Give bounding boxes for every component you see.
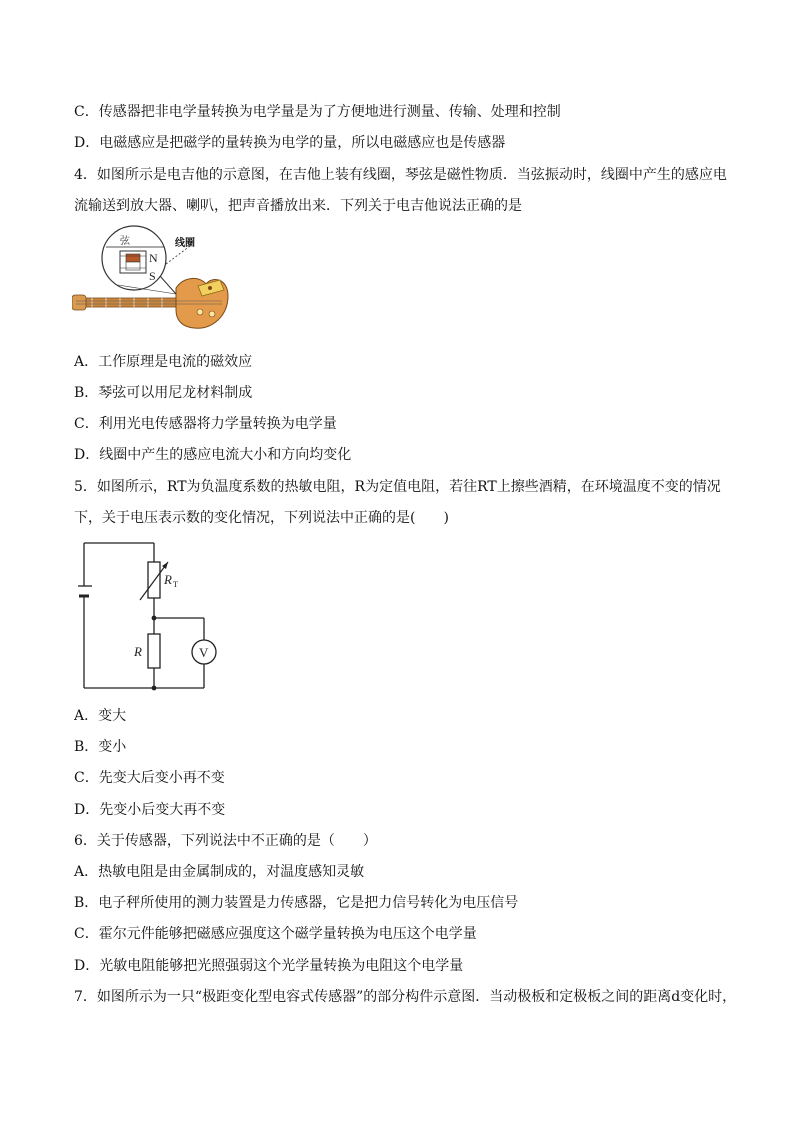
thermistor-label-subscript: T xyxy=(173,580,178,589)
q4-stem-line-1: 4．如图所示是电吉他的示意图，在吉他上装有线圈，琴弦是磁性物质．当弦振动时，线圈中产生的感应电 xyxy=(74,167,727,183)
south-pole-label: S xyxy=(149,269,156,283)
north-pole-label: N xyxy=(149,251,158,265)
resistor-label: R xyxy=(134,644,142,659)
q6-option-d: D．光敏电阻能够把光照强弱这个光学量转换为电阻这个电学量 xyxy=(74,958,464,974)
q7-stem-line-1: 7．如图所示为一只“极距变化型电容式传感器”的部分构件示意图．当动极板和定极板之间的距离d变化时， xyxy=(74,989,737,1005)
q5-option-a: A．变大 xyxy=(74,708,127,724)
fixed-resistor-r xyxy=(148,634,160,668)
q3-option-d: D．电磁感应是把磁学的量转换为电学的量，所以电磁感应也是传感器 xyxy=(74,135,506,151)
q5-option-d: D．先变小后变大再不变 xyxy=(74,802,226,818)
circuit-diagram xyxy=(78,538,228,694)
q6-option-b: B．电子秤所使用的测力装置是力传感器，它是把力信号转化为电压信号 xyxy=(74,895,519,911)
voltmeter-label: V xyxy=(199,645,209,660)
q3-option-c: C．传感器把非电学量转换为电学量是为了方便地进行测量、传输、处理和控制 xyxy=(74,104,561,120)
string-label: 弦 xyxy=(120,236,130,247)
q6-option-a: A．热敏电阻是由金属制成的，对温度感知灵敏 xyxy=(74,864,365,880)
q5-option-b: B．变小 xyxy=(74,739,127,755)
thermistor-label: R xyxy=(164,572,172,587)
q6-stem: 6．关于传感器，下列说法中不正确的是（ ） xyxy=(74,833,377,849)
q4-stem-line-2: 流输送到放大器、喇叭，把声音播放出来．下列关于电吉他说法正确的是 xyxy=(74,198,522,214)
q5-stem-line-2: 下，关于电压表示数的变化情况，下列说法中正确的是( ) xyxy=(74,510,449,526)
q4-option-d: D．线圈中产生的感应电流大小和方向均变化 xyxy=(74,447,352,463)
electric-guitar-figure xyxy=(72,224,232,336)
q5-stem-line-1: 5．如图所示，RT为负温度系数的热敏电阻，R为定值电阻，若往RT上擦些酒精，在环境温度不变的情况 xyxy=(74,479,721,495)
q4-option-a: A．工作原理是电流的磁效应 xyxy=(74,354,253,370)
q4-option-c: C．利用光电传感器将力学量转换为电学量 xyxy=(74,416,337,432)
q4-option-b: B．琴弦可以用尼龙材料制成 xyxy=(74,385,253,401)
q6-option-c: C．霍尔元件能够把磁感应强度这个磁学量转换为电压这个电学量 xyxy=(74,926,477,942)
q5-option-c: C．先变大后变小再不变 xyxy=(74,770,225,786)
coil-label: 线圈 xyxy=(175,238,195,249)
